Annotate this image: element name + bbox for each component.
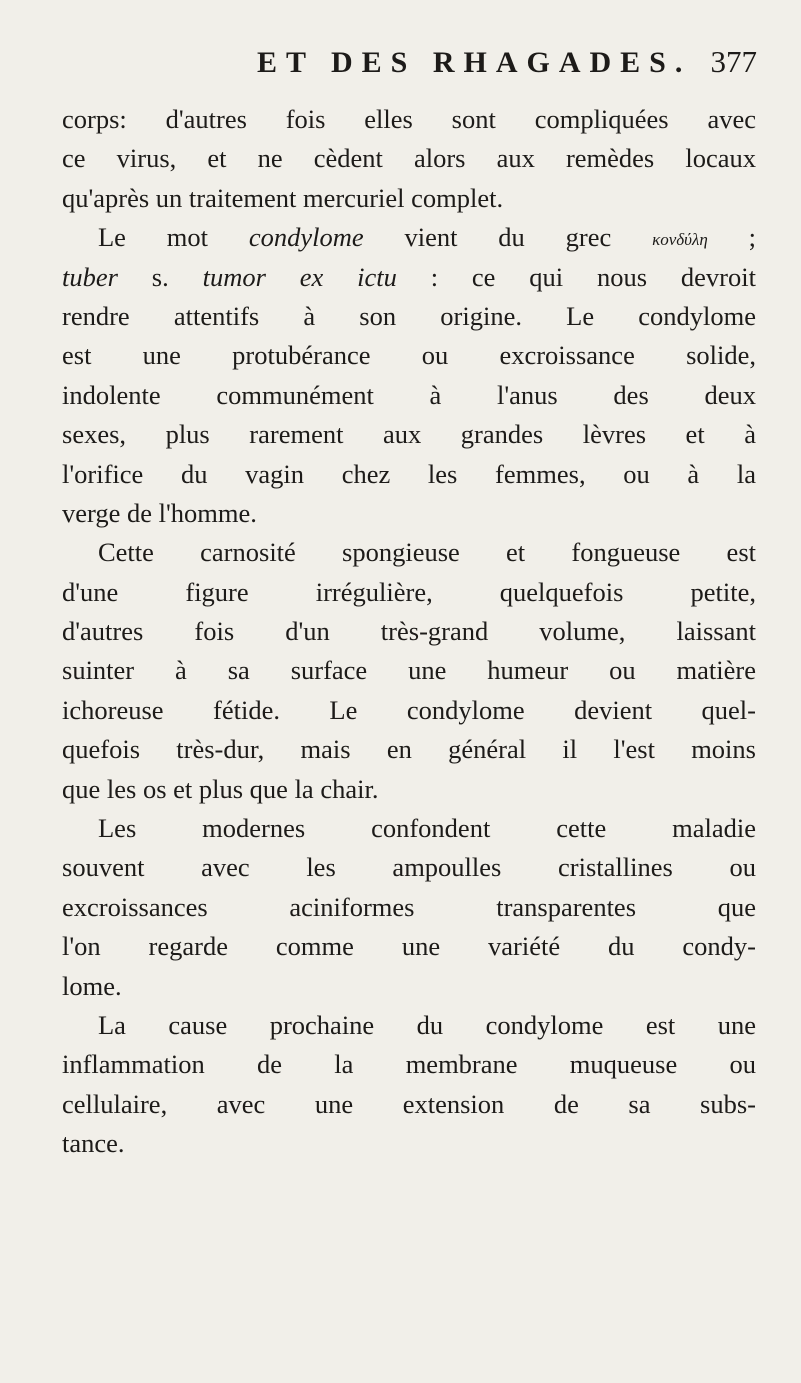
text-line: verge de l'homme. <box>62 497 257 528</box>
text-line: est une protubérance ou excroissance solide, <box>62 340 756 371</box>
text-line: indolente communément à l'anus des deux <box>62 379 756 410</box>
text-line: d'autres fois d'un très-grand volume, laissant <box>62 616 756 647</box>
text-line: que les os et plus que la chair. <box>62 773 379 804</box>
text-line: corps: d'autres fois elles sont compliquées avec <box>62 104 756 134</box>
text-line: inflammation de la membrane muqueuse ou <box>62 1049 756 1080</box>
text-line: quefois très-dur, mais en général il l'est moins <box>62 734 756 765</box>
text-line: tance. <box>62 1128 125 1159</box>
text-line: Cette carnosité spongieuse et fongueuse est <box>98 537 756 568</box>
text-line <box>62 218 756 257</box>
text-line: d'une figure irrégulière, quelquefois petite, <box>62 576 756 607</box>
text-line: l'orifice du vagin chez les femmes, ou à la <box>62 458 756 489</box>
text-line: Les modernes confondent cette maladie <box>98 813 756 844</box>
text-line: suinter à sa surface une humeur ou matière <box>62 655 756 686</box>
text-line: ichoreuse fétide. Le condylome devient quel- <box>62 694 756 725</box>
running-head-title: ET DES RHAGADES. <box>257 46 692 79</box>
italic-term: tuber <box>62 261 118 292</box>
text-line: rendre attentifs à son origine. Le condylome <box>62 300 756 331</box>
text-line: souvent avec les ampoulles cristallines ou <box>62 852 756 883</box>
text-line: sexes, plus rarement aux grandes lèvres et à <box>62 419 756 450</box>
text-line: excroissances aciniformes transparentes que <box>62 891 756 922</box>
text-line: cellulaire, avec une extension de sa subs- <box>62 1088 756 1119</box>
italic-term: tumor ex ictu <box>202 261 397 292</box>
text-line: ce virus, et ne cèdent alors aux remèdes locaux <box>62 143 756 174</box>
text-run: ; <box>707 222 756 253</box>
text-line: La cause prochaine du condylome est une <box>98 1009 756 1040</box>
text-run: Le mot <box>98 222 249 253</box>
running-head <box>257 44 757 88</box>
text-line: qu'après un traitement mercuriel complet. <box>62 182 504 213</box>
text-line <box>62 258 756 297</box>
body-text <box>62 100 756 1164</box>
text-line: lome. <box>62 970 122 1001</box>
text-run: vient du grec <box>363 222 653 253</box>
text-run: : ce qui nous devroit <box>396 261 756 292</box>
page-number: 377 <box>710 44 757 79</box>
greek-word: κονδύλη <box>652 230 708 250</box>
text-line: l'on regarde comme une variété du condy- <box>62 931 756 962</box>
text-run: s. <box>117 261 203 292</box>
italic-term: condylome <box>248 222 364 253</box>
